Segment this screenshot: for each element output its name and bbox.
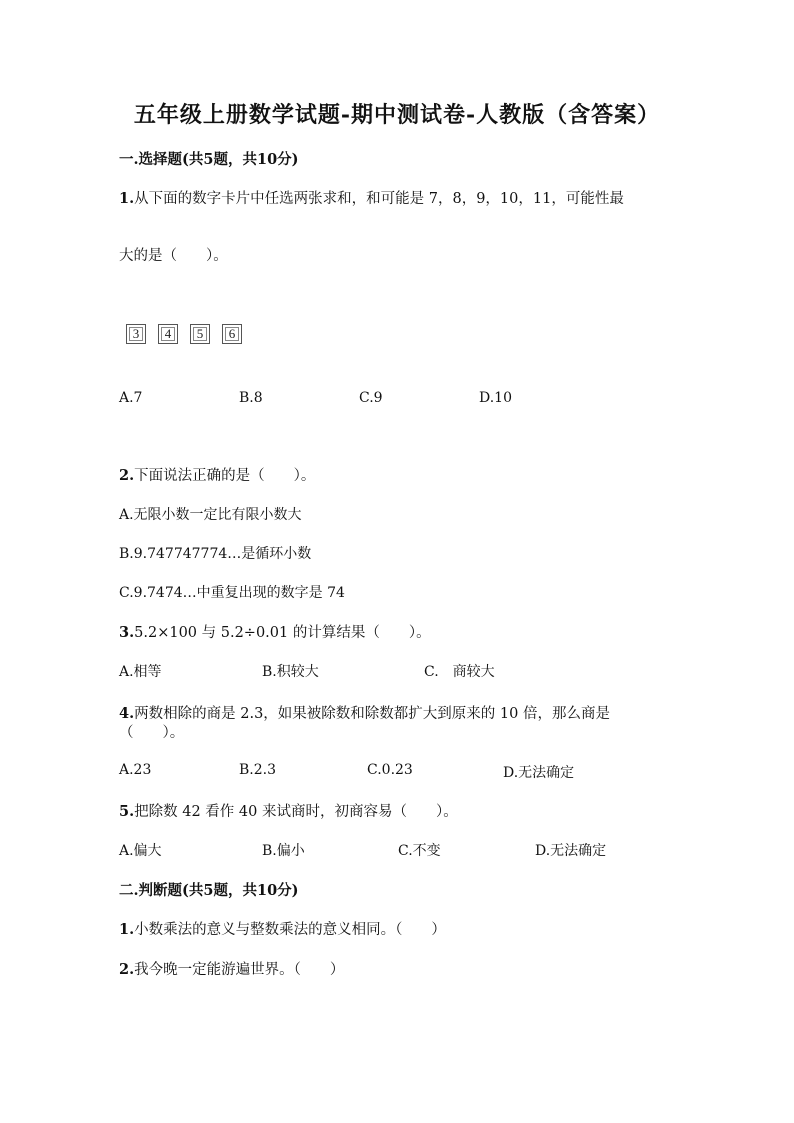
- option-b: B.8: [239, 390, 263, 406]
- option-a: A.偏大: [119, 843, 162, 859]
- option-a: A.无限小数一定比有限小数大: [119, 507, 302, 523]
- question-number: 5.: [119, 803, 135, 820]
- option-b: B.偏小: [262, 843, 305, 859]
- question-text: 我今晚一定能游遍世界。（ ）: [134, 962, 345, 978]
- question-number: 2.: [119, 961, 135, 978]
- question-number: 1.: [119, 921, 135, 938]
- number-card: 3: [126, 324, 146, 344]
- option-c: C.0.23: [367, 762, 413, 778]
- option-a: A.23: [119, 762, 152, 778]
- judgement-2: [119, 958, 344, 979]
- option-c: C.9: [359, 390, 383, 406]
- question-text: 两数相除的商是 2.3，如果被除数和除数都扩大到原来的 10 倍，那么商是: [134, 706, 610, 722]
- question-text: 小数乘法的意义与整数乘法的意义相同。（ ）: [134, 922, 446, 938]
- section-heading-choice: 一.选择题(共5题，共10分): [119, 151, 299, 168]
- section-heading-judgement: 二.判断题(共5题，共10分): [119, 882, 299, 899]
- option-a: A.相等: [119, 664, 162, 680]
- question-3: [119, 621, 431, 642]
- option-d: D.10: [479, 390, 512, 406]
- question-text: 5.2×100 与 5.2÷0.01 的计算结果（ ）。: [134, 625, 431, 641]
- question-4: [119, 702, 610, 723]
- question-5: [119, 800, 458, 821]
- question-text: 从下面的数字卡片中任选两张求和，和可能是 7，8，9，10，11，可能性最: [134, 191, 624, 207]
- number-card: 4: [158, 324, 178, 344]
- option-d: D.无法确定: [535, 843, 607, 859]
- judgement-1: [119, 918, 446, 939]
- question-text: 把除数 42 看作 40 来试商时，初商容易（ ）。: [134, 804, 458, 820]
- number-card: 5: [190, 324, 210, 344]
- option-c: C. 商较大: [424, 664, 495, 680]
- option-b: B.2.3: [239, 762, 277, 778]
- question-2: [119, 464, 315, 485]
- question-1: [119, 187, 624, 208]
- option-c: C.不变: [398, 843, 441, 859]
- question-1-continued: 大的是（ ）。: [119, 248, 228, 264]
- question-number: 3.: [119, 624, 135, 641]
- question-number: 2.: [119, 467, 135, 484]
- page-title: 五年级上册数学试题-期中测试卷-人教版（含答案）: [133, 102, 661, 128]
- option-a: A.7: [119, 390, 143, 406]
- option-b: B.积较大: [262, 664, 319, 680]
- question-number: 1.: [119, 190, 135, 207]
- option-b: B.9.747747774…是循环小数: [119, 546, 312, 562]
- question-number: 4.: [119, 705, 135, 722]
- number-card: 6: [222, 324, 242, 344]
- question-4-continued: （ ）。: [119, 725, 185, 741]
- option-d: D.无法确定: [503, 765, 575, 781]
- option-c: C.9.7474…中重复出现的数字是 74: [119, 585, 345, 601]
- question-text: 下面说法正确的是（ ）。: [134, 468, 316, 484]
- number-cards: [126, 324, 242, 344]
